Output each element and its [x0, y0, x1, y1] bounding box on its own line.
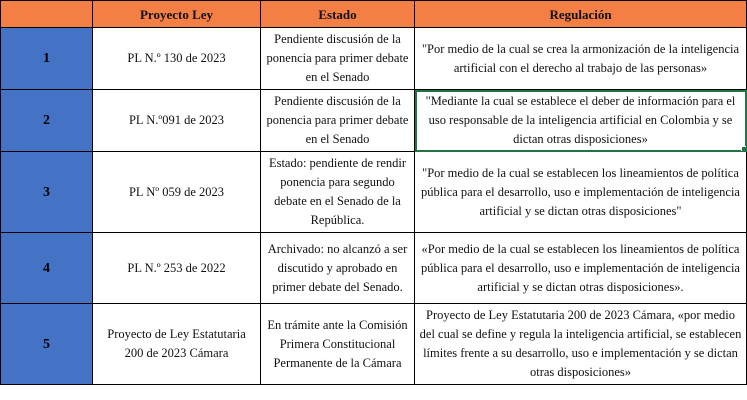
proyecto-cell[interactable]: PL N.º 253 de 2022	[93, 233, 261, 304]
estado-cell[interactable]: Archivado: no alcanzó a ser discutido y aprobado en primer debate del Senado.	[261, 233, 415, 304]
regulacion-cell[interactable]: Proyecto de Ley Estatutaria 200 de 2023 Cámara, «por medio del cual se define y regula la inteligencia artificial, se establecen límites frente a su desarrollo, uso e implementación y se dictan otras disposiciones»	[415, 304, 747, 385]
regulacion-cell[interactable]: "Por medio de la cual se crea la armonización de la inteligencia artificial con el derecho al trabajo de las personas»	[415, 28, 747, 90]
estado-cell[interactable]: Pendiente discusión de la ponencia para primer debate en el Senado	[261, 90, 415, 152]
header-regulacion[interactable]: Regulación	[415, 1, 747, 28]
table-row	[1, 304, 747, 385]
regulacion-cell[interactable]: "Por medio de la cual se establecen los lineamientos de política pública para el desarrollo, uso e implementación de inteligencia artificial y se dictan otras disposiciones"	[415, 152, 747, 233]
estado-cell[interactable]: Estado: pendiente de rendir ponencia para segundo debate en el Senado de la República.	[261, 152, 415, 233]
proyecto-cell[interactable]: PL Nº 059 de 2023	[93, 152, 261, 233]
header-number[interactable]	[1, 1, 93, 28]
row-number-cell[interactable]: 4	[1, 233, 93, 304]
header-row	[1, 1, 747, 28]
regulacion-cell-text: "Mediante la cual se establece el deber de información para el uso responsable de la inteligencia artificial en Colombia y se dictan otras disposiciones»	[425, 94, 736, 146]
regulacion-cell-selected[interactable]	[415, 90, 747, 152]
row-number-cell[interactable]: 3	[1, 152, 93, 233]
row-number-cell[interactable]: 1	[1, 28, 93, 90]
proyecto-cell[interactable]: Proyecto de Ley Estatutaria 200 de 2023 Cámara	[93, 304, 261, 385]
table-row	[1, 152, 747, 233]
regulacion-cell[interactable]: «Por medio de la cual se establecen los lineamientos de política pública para el desarrollo, uso e implementación de inteligencia artificial y se dictan otras disposiciones».	[415, 233, 747, 304]
table-row	[1, 233, 747, 304]
table-row	[1, 28, 747, 90]
proyecto-cell[interactable]: PL N.º 130 de 2023	[93, 28, 261, 90]
header-estado[interactable]: Estado	[261, 1, 415, 28]
estado-cell[interactable]: Pendiente discusión de la ponencia para primer debate en el Senado	[261, 28, 415, 90]
proyecto-cell[interactable]: PL N.º091 de 2023	[93, 90, 261, 152]
row-number-cell[interactable]: 5	[1, 304, 93, 385]
fill-handle[interactable]	[741, 146, 747, 152]
header-proyecto[interactable]: Proyecto Ley	[93, 1, 261, 28]
estado-cell[interactable]: En trámite ante la Comisión Primera Constitucional Permanente de la Cámara	[261, 304, 415, 385]
row-number-cell[interactable]: 2	[1, 90, 93, 152]
table-row	[1, 90, 747, 152]
